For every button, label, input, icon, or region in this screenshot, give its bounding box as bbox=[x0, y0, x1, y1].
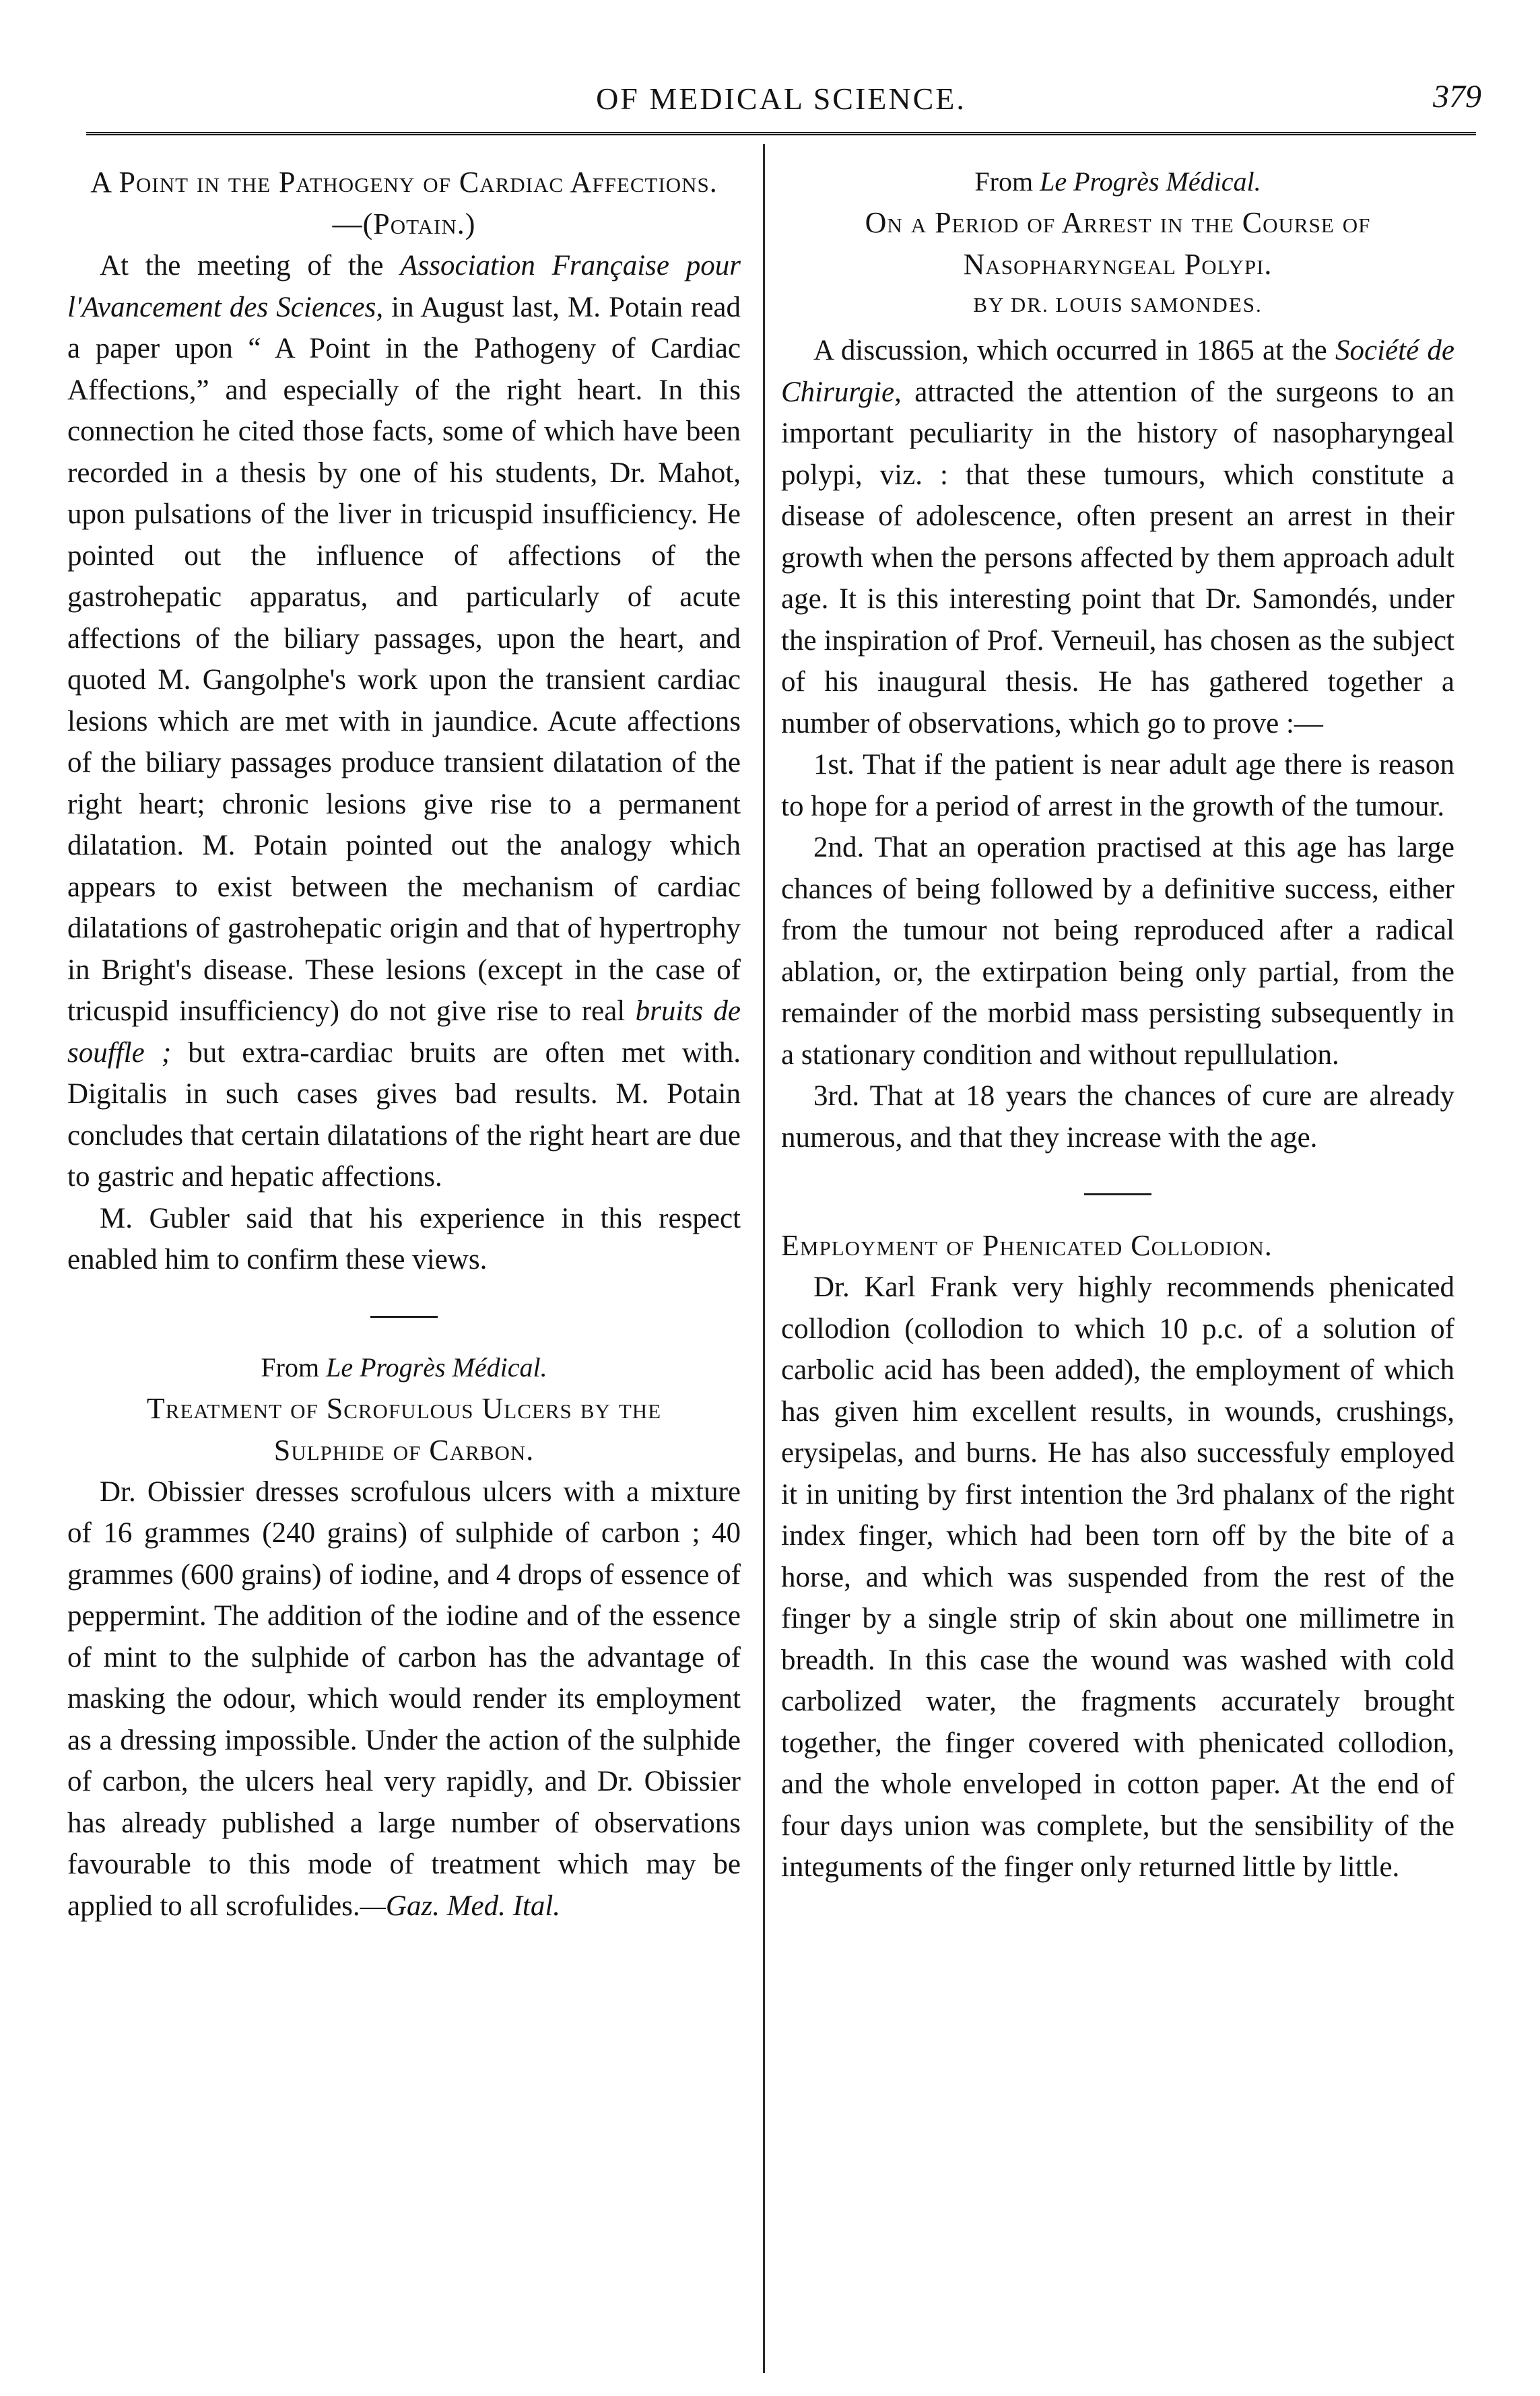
article-paragraph: 1st. That if the patient is near adult age there is reason to hope for a period of arrest in the growth of the tumour. bbox=[781, 749, 1454, 822]
running-head bbox=[81, 75, 1481, 123]
article-heading-collodion: Employment of Phenicated Collodion. bbox=[781, 1229, 1273, 1262]
column-divider bbox=[763, 144, 765, 2373]
article-heading-scrofulous: Treatment of Scrofulous Ulcers by the Sulphide of Carbon. bbox=[146, 1391, 662, 1467]
section-separator bbox=[370, 1316, 438, 1318]
source-prefix: From bbox=[261, 1352, 327, 1383]
source-line bbox=[781, 162, 1454, 202]
author-byline: BY DR. LOUIS SAMONDES. bbox=[973, 293, 1263, 317]
article-paragraph bbox=[67, 1471, 741, 1927]
text-span: At the meeting of the bbox=[100, 250, 401, 281]
emphasis-text: Association Française pour l'Avancement des Sciences, bbox=[67, 250, 741, 323]
source-journal: Le Progrès Médical. bbox=[1040, 166, 1261, 197]
section-separator bbox=[1084, 1193, 1151, 1195]
source-prefix: From bbox=[974, 166, 1040, 197]
citation-text: —Gaz. Med. Ital. bbox=[360, 1890, 561, 1922]
article-heading-cardiac: A Point in the Pathogeny of Cardiac Affections.—(Potain.) bbox=[90, 166, 718, 240]
text-span: Dr. Obissier dresses scrofulous ulcers with a mixture of 16 grammes (240 grains) of sulphide of carbon ; 40 grammes (600 grains) of iodine, and 4 drops of essence of peppermint. The addition of the iodine and of the essence of mint to the sulphide of carbon has the advantage of masking the odour, which would render its employment as a dressing impossible. Under the action of the sulphide of carbon, the ulcers heal very rapidly, and Dr. Obissier has already published a large number of observations favourable to this mode of treatment which may be applied to all scrofulides. bbox=[67, 1475, 741, 1922]
header-rule bbox=[86, 132, 1476, 135]
article-paragraph: 2nd. That an operation practised at this age has large chances of being followed by a definitive success, either from the tumour not being reproduced after a radical ablation, or, the extirpation being only partial, from the remainder of the morbid mass persisting subsequently in a stationary condition and without repullulation. bbox=[781, 832, 1454, 1071]
article-paragraph bbox=[67, 245, 741, 1198]
article-heading-polypi: On a Period of Arrest in the Course of Nasopharyngeal Polypi. bbox=[865, 206, 1371, 281]
text-span: in August last, M. Potain read a paper upon “ A Point in the Pathogeny of Cardiac Affections,” and especially of the right heart. In this connection he cited those facts, some of which have been recorded in a thesis by one of his students, Dr. Mahot, upon pulsations of the liver in tricuspid insufficiency. He pointed out the influence of affections of the gastrohepatic apparatus, and particularly of acute affections of the biliary passages, upon the heart, and quoted M. Gangolphe's work upon the transient cardiac lesions which are met with in jaundice. Acute affections of the biliary passages produce transient dilatation of the right heart; chronic lesions give rise to a permanent dilatation. M. Potain pointed out the analogy which appears to exist between the mechanism of cardiac dilatations of gastrohepatic origin and that of hypertrophy in Bright's disease. These lesions (except in the case of tricuspid insufficiency) do not give rise to real bbox=[67, 291, 741, 1027]
emphasis-text: bruits de souffle ; bbox=[67, 995, 741, 1069]
right-column bbox=[781, 162, 1454, 1888]
article-paragraph: Dr. Karl Frank very highly recommends phenicated collodion (collodion to which 10 p.c. of a solution of carbolic acid has been added), the employment of which has given him excellent results, in wounds, crushings, erysipelas, and burns. He has also successfuly employed it in uniting by first intention the 3rd phalanx of the right index finger, which had been torn off by the bite of a horse, and which was suspended from the rest of the finger by a single strip of skin about one millimetre in breadth. In this case the wound was washed with cold carbolized water, the fragments accurately brought together, the finger covered with phenicated collodion, and the whole enveloped in cotton paper. At the end of four days union was complete, but the sensibility of the integuments of the finger only returned little by little. bbox=[781, 1271, 1454, 1883]
article-paragraph: 3rd. That at 18 years the chances of cure are already numerous, and that they increase with the age. bbox=[781, 1080, 1454, 1154]
source-line bbox=[67, 1347, 741, 1388]
text-span: but extra-cardiac bruits are often met with. Digitalis in such cases gives bad results. M. Potain concludes that certain dilatations of the right heart are due to gastric and hepatic affections. bbox=[67, 1036, 741, 1193]
left-column bbox=[67, 162, 741, 1927]
text-span: A discussion, which occurred in 1865 at the bbox=[813, 335, 1336, 366]
article-paragraph: M. Gubler said that his experience in this respect enabled him to confirm these views. bbox=[67, 1202, 741, 1275]
article-paragraph bbox=[781, 330, 1454, 744]
text-span: attracted the attention of the surgeons to an important peculiarity in the history of nasopharyngeal polypi, viz. : that these tumours, which constitute a disease of adolescence, often present an arrest in their growth when the persons affected by them approach adult age. It is this interesting point that Dr. Samondés, under the inspiration of Prof. Verneuil, has chosen as the subject of his inaugural thesis. He has gathered together a number of observations, which go to prove :— bbox=[781, 376, 1454, 739]
source-journal: Le Progrès Médical. bbox=[326, 1352, 547, 1383]
running-title: OF MEDICAL SCIENCE. bbox=[596, 81, 966, 116]
emphasis-text: Société de Chirurgie, bbox=[781, 335, 1454, 408]
page-number: 379 bbox=[1433, 79, 1481, 114]
